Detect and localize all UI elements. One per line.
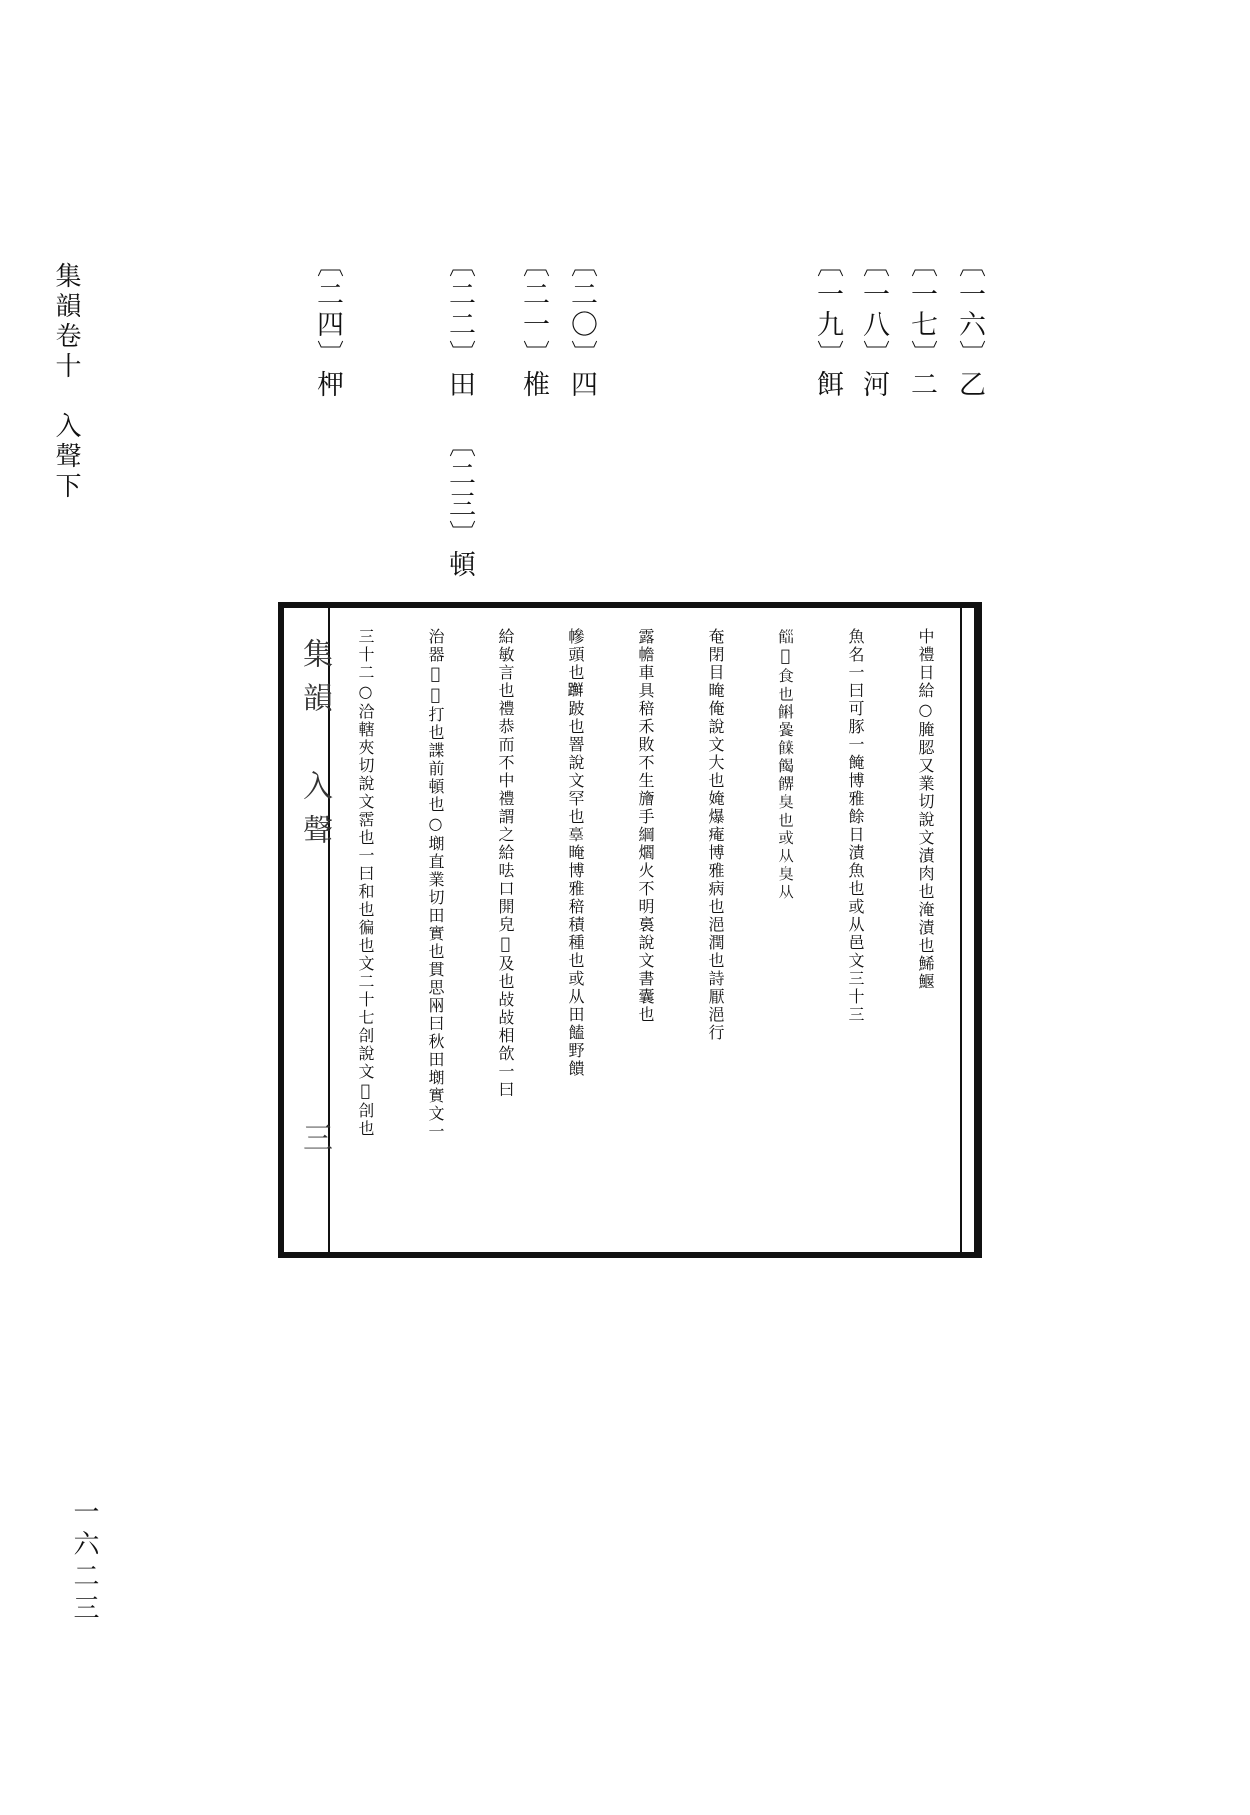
collation-note-20: 〔二〇〕四 bbox=[566, 250, 597, 400]
collation-note-16: 〔一六〕乙 bbox=[954, 250, 985, 400]
collation-note-22: 〔二二〕田 bbox=[444, 250, 475, 400]
text-column-1 bbox=[894, 628, 954, 1248]
text-line: 露幨車具稖禾敗不生旝手綱爓火不明裛說文書囊也 bbox=[636, 628, 655, 1024]
text-line: 𩛋𩜺食也𩜭𩜻𩝀餲𩝁臭也或从臭从 bbox=[776, 628, 795, 901]
collation-note-18: 〔一八〕河 bbox=[858, 250, 889, 400]
collation-note-19: 〔一九〕餌 bbox=[812, 250, 843, 400]
text-line: 三十二○洽轄夾切說文霑也一曰和也徧也文二十七㓣說文𠢨㓣也 bbox=[356, 628, 375, 1138]
text-column-4 bbox=[684, 628, 744, 1248]
collation-note-24: 〔二四〕柙 bbox=[312, 250, 343, 400]
text-line: 魚名一曰可豚一餣博雅餘日漬魚也或从邑文三十三 bbox=[846, 628, 865, 1024]
text-column-6 bbox=[544, 628, 604, 1248]
text-column-3 bbox=[754, 628, 814, 1248]
text-column-2 bbox=[824, 628, 884, 1248]
page-number: 一六二三 bbox=[69, 1498, 99, 1626]
text-line: 中禮日給○腌䏰又業切說文漬肉也淹漬也鯑鰋 bbox=[916, 628, 935, 991]
text-line: 給敏言也禮恭而不中禮謂之給呿口開皃𢺮及也敁敁相欱一曰 bbox=[496, 628, 515, 1099]
text-column-5 bbox=[614, 628, 674, 1248]
text-frame bbox=[278, 602, 982, 1258]
text-line: 治器𣜝𢱝打也諜前頓也○㙟直業切田實也貫思㒳曰秋田㙟實文一 bbox=[426, 628, 445, 1141]
text-line: 奄閉目晻俺說文大也㛪爆痷博雅病也浥潤也詩厭浥行 bbox=[706, 628, 725, 1042]
text-line: 幓頭也𨇤跛也罯說文罕也𦎧晻博雅稖積種也或从田饁野饋 bbox=[566, 628, 585, 1078]
running-head: 集韻卷十 入聲下 bbox=[51, 262, 81, 502]
frame-inner-line bbox=[960, 608, 962, 1252]
text-column-7 bbox=[474, 628, 534, 1248]
collation-note-17: 〔一七〕二 bbox=[906, 250, 937, 400]
text-column-9 bbox=[334, 628, 394, 1248]
collation-note-23: 〔二三〕頓 bbox=[444, 430, 475, 580]
text-column-8 bbox=[404, 628, 464, 1248]
collation-note-21: 〔二一〕椎 bbox=[518, 250, 549, 400]
gutter-label: 集韻 入聲 三 bbox=[297, 638, 332, 1166]
